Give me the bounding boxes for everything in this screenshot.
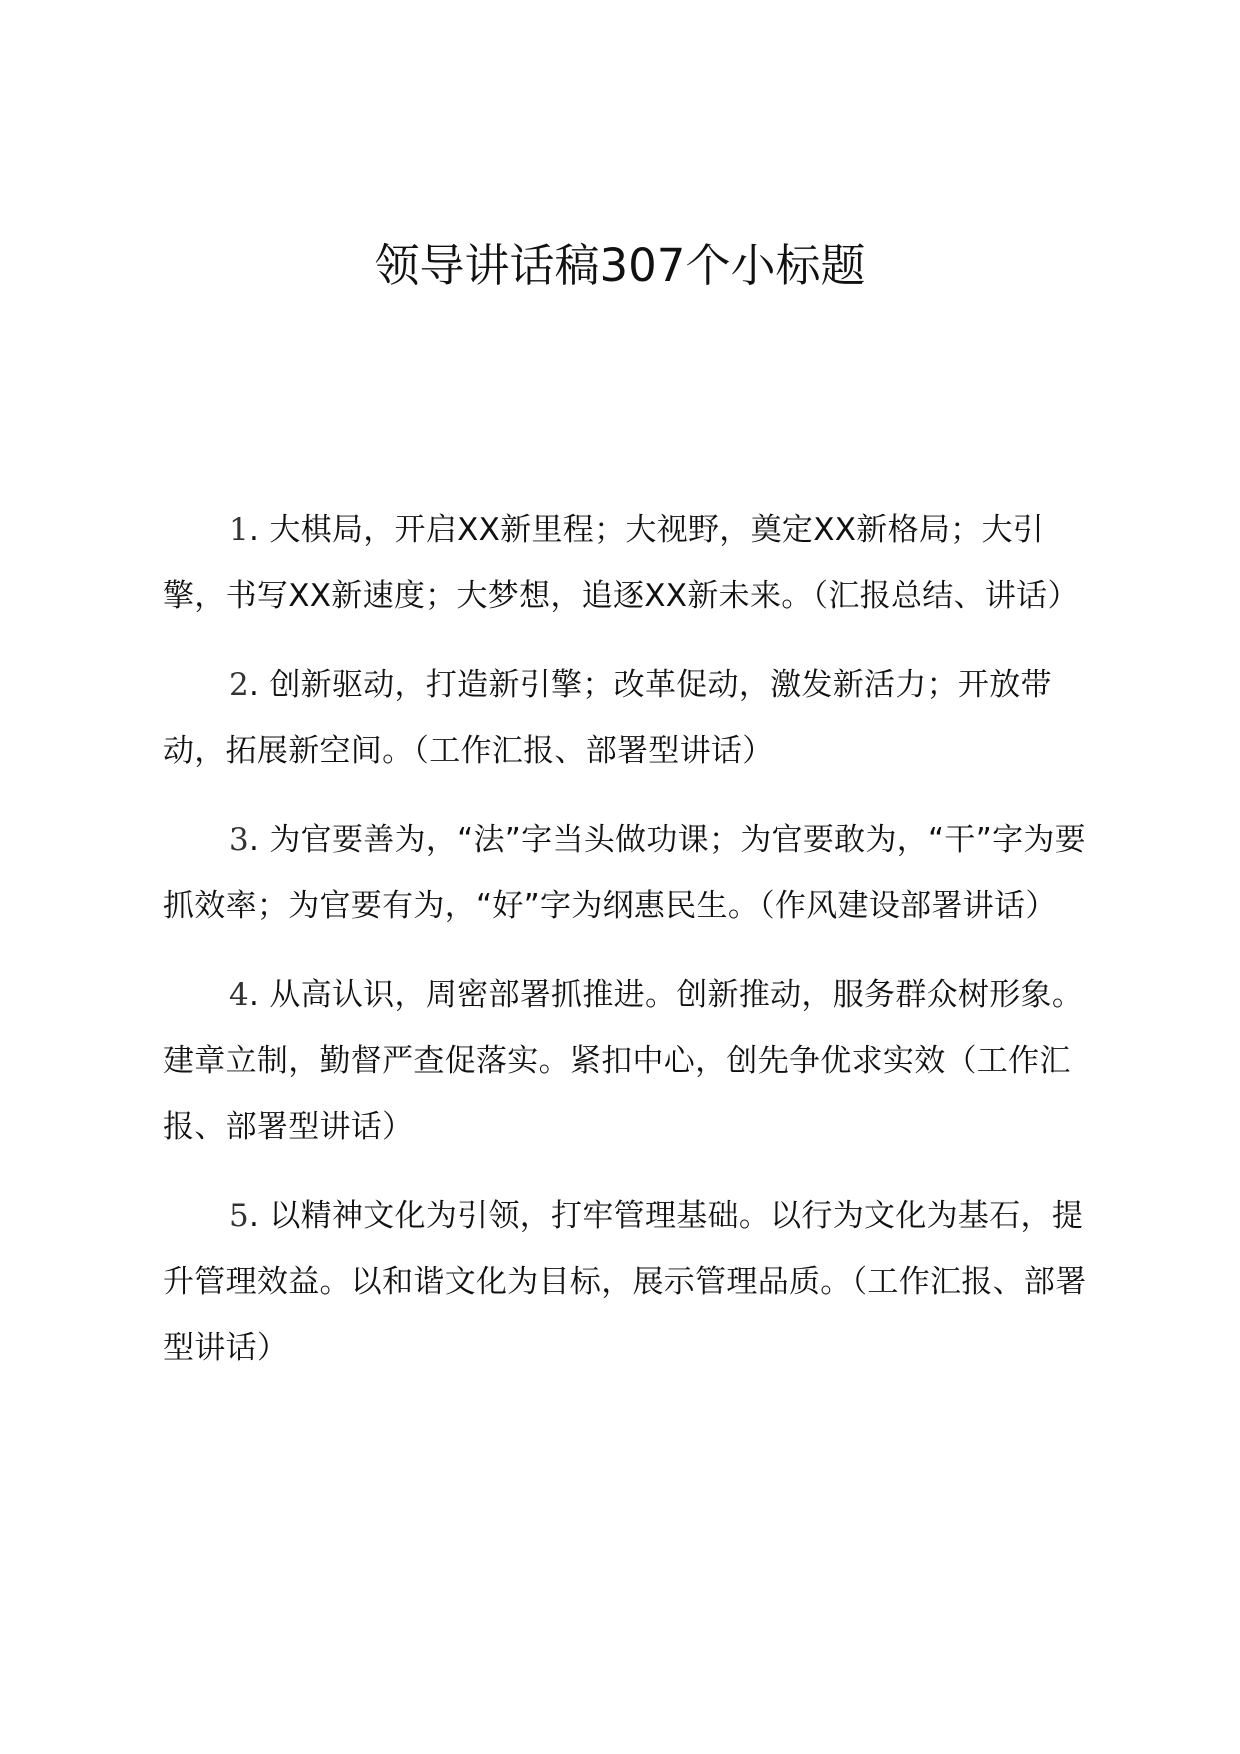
item-text: . 从高认识，周密部署抓推进。创新推动，服务群众树形象。建章立制，勤督严查促落实。紧扣中心，创先争优求实效（工作汇报、部署型讲话）	[163, 977, 1084, 1145]
item-text: . 创新驱动，打造新引擎；改革促动，激发新活力；开放带动，拓展新空间。（工作汇报、部署型讲话）	[163, 667, 1052, 769]
list-item	[163, 497, 1088, 629]
item-text: . 大棋局，开启XX新里程；大视野，奠定XX新格局；大引擎，书写XX新速度；大梦想，追逐XX新未来。（汇报总结、讲话）	[163, 512, 1079, 614]
list-item	[163, 652, 1088, 784]
list-item	[163, 1183, 1088, 1381]
item-number: 2	[229, 667, 250, 703]
item-number: 1	[229, 512, 250, 548]
item-number: 4	[229, 977, 250, 1013]
item-text: . 以精神文化为引领，打牢管理基础。以行为文化为基石，提升管理效益。以和谐文化为目标，展示管理品质。（工作汇报、部署型讲话）	[163, 1198, 1087, 1366]
document-title: 领导讲话稿307个小标题	[374, 239, 866, 292]
headline-list	[163, 497, 1088, 1404]
item-text: . 为官要善为，“法”字当头做功课；为官要敢为，“干”字为要抓效率；为官要有为，“好”字为纲惠民生。（作风建设部署讲话）	[163, 822, 1086, 924]
list-item	[163, 962, 1088, 1160]
list-item	[163, 807, 1088, 939]
item-number: 3	[229, 822, 250, 858]
item-number: 5	[229, 1198, 250, 1234]
